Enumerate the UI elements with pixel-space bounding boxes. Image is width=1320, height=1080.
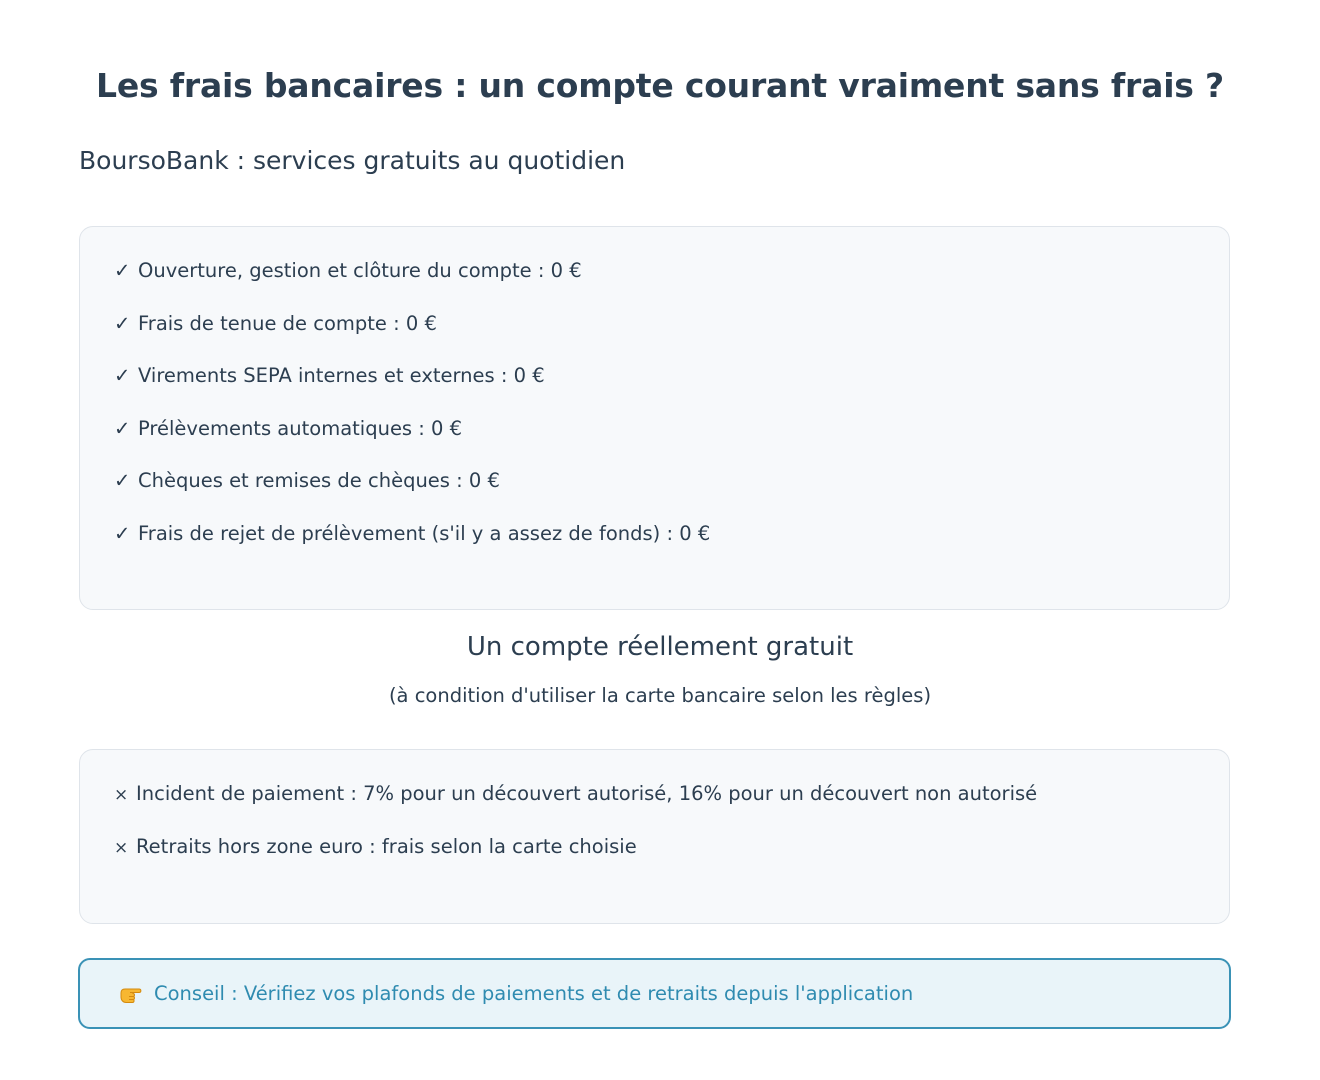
list-item [114, 308, 710, 361]
free-account-heading: Un compte réellement gratuit [466, 632, 854, 662]
list-item-label: Incident de paiement : 7% pour un découvert autorisé, 16% pour un découvert non autorisé [136, 782, 1038, 805]
free-services-card [79, 226, 1230, 610]
list-item-label: Ouverture, gestion et clôture du compte : 0 € [138, 259, 582, 282]
checkmark-icon: ✓ [114, 364, 131, 387]
tip-box [78, 958, 1231, 1029]
list-item-label: Frais de tenue de compte : 0 € [138, 311, 437, 335]
checkmark-icon: ✓ [114, 469, 131, 492]
list-item [114, 778, 1037, 831]
fees-card [79, 749, 1230, 924]
list-item-label: Virements SEPA internes et externes : 0 € [138, 364, 545, 387]
list-item-label: Chèques et remises de chèques : 0 € [138, 469, 500, 492]
free-account-note: (à condition d'utiliser la carte bancaire selon les règles) [388, 684, 932, 707]
free-services-list [114, 255, 710, 570]
checkmark-icon: ✓ [114, 521, 131, 545]
fees-list [114, 778, 1037, 883]
section-subtitle: BoursoBank : services gratuits au quotidien [79, 146, 626, 175]
list-item-label: Frais de rejet de prélèvement (s'il y a assez de fonds) : 0 € [138, 521, 711, 545]
checkmark-icon: ✓ [114, 416, 131, 440]
list-item-label: Prélèvements automatiques : 0 € [138, 416, 463, 440]
list-item [114, 831, 1037, 884]
pointing-hand-icon [118, 982, 154, 1006]
cross-icon: × [114, 785, 129, 805]
tip-text: Conseil : Vérifiez vos plafonds de paiements et de retraits depuis l'application [154, 982, 914, 1005]
page-title: Les frais bancaires : un compte courant vraiment sans frais ? [96, 66, 1224, 105]
list-item [114, 360, 710, 413]
cross-icon: × [114, 837, 129, 858]
checkmark-icon: ✓ [114, 311, 131, 335]
list-item [114, 465, 710, 518]
list-item [114, 255, 710, 308]
list-item [114, 518, 710, 571]
list-item-label: Retraits hors zone euro : frais selon la carte choisie [136, 834, 637, 858]
checkmark-icon: ✓ [114, 259, 131, 282]
list-item [114, 413, 710, 466]
